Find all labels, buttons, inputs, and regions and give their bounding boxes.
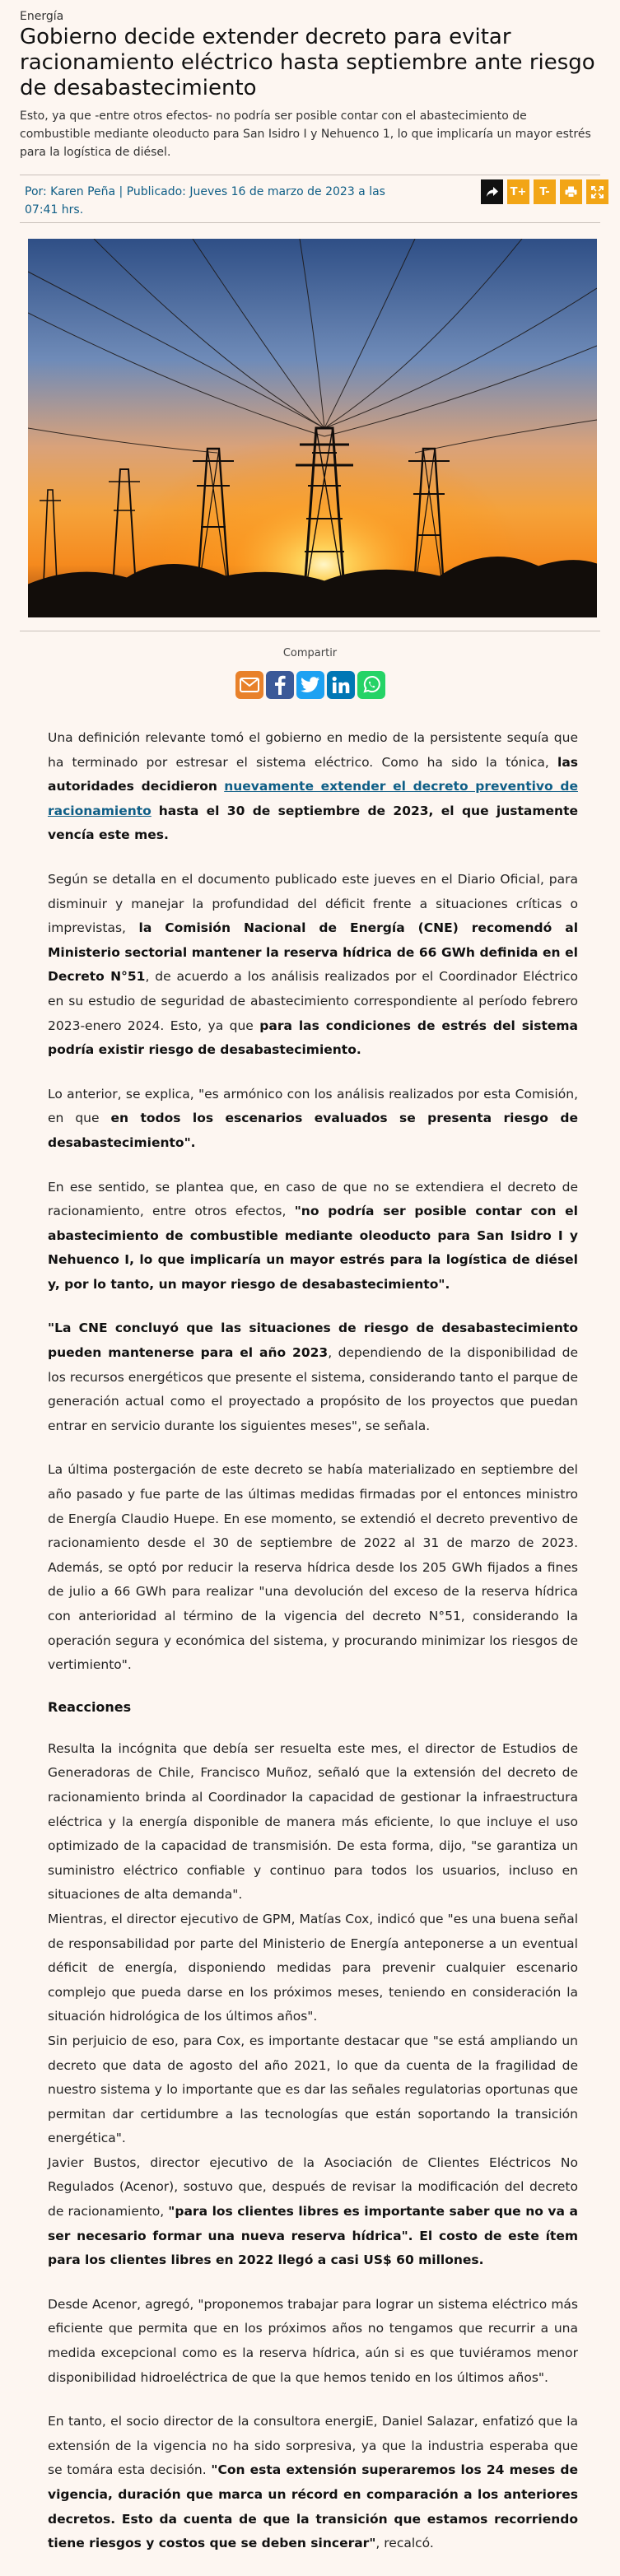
- share-email-button[interactable]: [235, 671, 263, 699]
- share-buttons: [235, 671, 385, 699]
- article-headline: Gobierno decide extender decreto para evitar racionamiento eléctrico hasta septiembre ante riesgo de desabastecimiento: [20, 25, 595, 100]
- paragraph: En tanto, el socio director de la consultora energiE, Daniel Salazar, enfatizó que la extensión de la vigencia no ha sido sorpresiva, ya que la industria esperaba que se tomára esta decisión. "Con esta extensión superaremos los 24 meses de vigencia, duración que marca un récord en comparación a los anteriores decretos. Esto da cuenta de que la transición que estamos recorriendo tiene riesgos y costos que se deben sincerar", recalcó.: [48, 2414, 578, 2551]
- twitter-icon: [301, 677, 320, 693]
- hero-image: [28, 239, 597, 617]
- decree-link[interactable]: nuevamente extender el decreto preventivo de racionamiento: [48, 779, 578, 818]
- divider: [20, 222, 600, 223]
- share-twitter-button[interactable]: [296, 671, 324, 699]
- section-label[interactable]: Energía: [20, 10, 64, 23]
- article-toolbar: [481, 179, 608, 204]
- whatsapp-icon: [361, 675, 381, 695]
- paragraph: Javier Bustos, director ejecutivo de la Asociación de Clientes Eléctricos No Regulados (Acenor), sostuvo que, después de revisar la modificación del decreto de racionamiento, "para los clientes libres es importante saber que no va a ser necesario formar una nueva reserva hídrica". El costo de este ítem para los clientes libres en 2022 llegó a casi US$ 60 millones.: [48, 2154, 578, 2268]
- paragraph: En ese sentido, se plantea que, en caso de que no se extendiera el decreto de racionamiento, entre otros efectos, "no podría ser posible contar con el abastecimiento de combustible mediante oleoducto para San Isidro I y Nehuenco I, lo que implicaría un mayor estrés para la logística de diésel y, por lo tanto, un mayor riesgo de desabastecimiento".: [48, 1179, 578, 1292]
- share-facebook-button[interactable]: [266, 671, 294, 699]
- byline: Por: Karen Peña | Publicado: Jueves 16 de marzo de 2023 a las 07:41 hrs.: [25, 185, 385, 217]
- share-arrow-button[interactable]: [481, 179, 503, 204]
- subheading: Reacciones: [48, 1698, 132, 1715]
- paragraph: La última postergación de este decreto se había materializado en septiembre del año pasado y fue parte de las últimas medidas firmadas por el entonces ministro de Energía Claudio Huepe. En ese momento, se extendió el decreto preventivo de racionamiento desde el 30 de septiembre de 2022 al 31 de marzo de 2023. Además, se optó por reducir la reserva hídrica desde los 205 GWh fijados a fines de julio a 66 GWh para realizar "una devolución del exceso de la reserva hídrica con anterioridad al término de la vigencia del decreto N°51, considerando la operación segura y económica del sistema, y procurando minimizar los riesgos de vertimiento".: [48, 1462, 578, 1673]
- paragraph: Resulta la incógnita que debía ser resuelta este mes, el director de Estudios de Generadoras de Chile, Francisco Muñoz, señaló que la extensión del decreto de racionamiento brinda al Coordinador la capacidad de gestionar la infraestructura eléctrica y la energía disponible de manera más eficiente, lo que incluye el uso optimizado de la capacidad de transmisión. De esta forma, dijo, "se garantiza un suministro eléctrico confiable y continuo para todos los usuarios, incluso en situaciones de alta demanda".: [48, 1740, 578, 1903]
- facebook-icon: [274, 675, 286, 695]
- linkedin-icon: [332, 676, 350, 694]
- paragraph: Lo anterior, se explica, "es armónico con los análisis realizados por esta Comisión, en que en todos los escenarios evaluados se presenta riesgo de desabastecimiento".: [48, 1086, 578, 1150]
- paragraph: Desde Acenor, agregó, "proponemos trabajar para lograr un sistema eléctrico más eficiente que permita que en los próximos años no tengamos que recurrir a una medida excepcional como es la reserva hídrica, aún si es que tuviéramos menor disponibilidad hidroeléctrica de que la que hemos tenido en los últimos años".: [48, 2296, 578, 2385]
- paragraph: Mientras, el director ejecutivo de GPM, Matías Cox, indicó que "es una buena señal de responsabilidad por parte del Ministerio de Energía anteponerse a un eventual déficit de energía, disponiendo medidas para prevenir cualquier escenario complejo que pueda darse en los próximos meses, teniendo en consideración la situación hidrológica de los últimos años".: [48, 1911, 578, 2024]
- print-icon: [565, 186, 577, 198]
- expand-button[interactable]: [586, 179, 608, 204]
- paragraph: Según se detalla en el documento publicado este jueves en el Diario Oficial, para disminuir y manejar la profundidad del déficit frente a situaciones críticas o imprevistas, la Comisión Nacional de Energía (CNE) recomendó al Ministerio sectorial mantener la reserva hídrica de 66 GWh definida en el Decreto N°51, de acuerdo a los análisis realizados por el Coordinador Eléctrico en su estudio de seguridad de abastecimiento correspondiente al período febrero 2023-enero 2024. Esto, ya que para las condiciones de estrés del sistema podría existir riesgo de desabastecimiento.: [48, 871, 579, 1058]
- share-arrow-icon: [486, 186, 499, 198]
- font-increase-button[interactable]: T+: [507, 179, 529, 204]
- font-decrease-button[interactable]: T-: [534, 179, 556, 204]
- article-summary: Esto, ya que -entre otros efectos- no podría ser posible contar con el abastecimiento de combustible mediante oleoducto para San Isidro I y Nehuenco 1, lo que implicaría un mayor estrés para la logística de diésel.: [20, 109, 591, 159]
- share-label: Compartir: [282, 647, 338, 659]
- expand-icon: [591, 186, 604, 198]
- email-icon: [240, 678, 259, 692]
- share-whatsapp-button[interactable]: [357, 671, 385, 699]
- paragraph: Una definición relevante tomó el gobierno en medio de la persistente sequía que ha terminado por estresar el sistema eléctrico. Como ha sido la tónica, las autoridades decidieron nuevamente extender el decreto preventivo de racionamiento hasta el 30 de septiembre de 2023, el que justamente vencía este mes.: [48, 730, 578, 843]
- print-button[interactable]: [560, 179, 582, 204]
- paragraph: "La CNE concluyó que las situaciones de riesgo de desabastecimiento pueden mantenerse para el año 2023, dependiendo de la disponibilidad de los recursos energéticos que presente el sistema, considerando tanto el parque de generación actual como el proyectado a propósito de los proyectos que puedan entrar en servicio durante los siguientes meses", se señala.: [48, 1321, 578, 1433]
- share-linkedin-button[interactable]: [327, 671, 355, 699]
- paragraph: Sin perjuicio de eso, para Cox, es importante destacar que "se está ampliando un decreto que data de agosto del año 2021, lo que da cuenta de la fragilidad de nuestro sistema y lo importante que es dar las señales regulatorias oportunas que permitan dar certidumbre a las tecnologías que están soportando la transición energética".: [48, 2033, 578, 2146]
- article-body: [48, 726, 578, 2576]
